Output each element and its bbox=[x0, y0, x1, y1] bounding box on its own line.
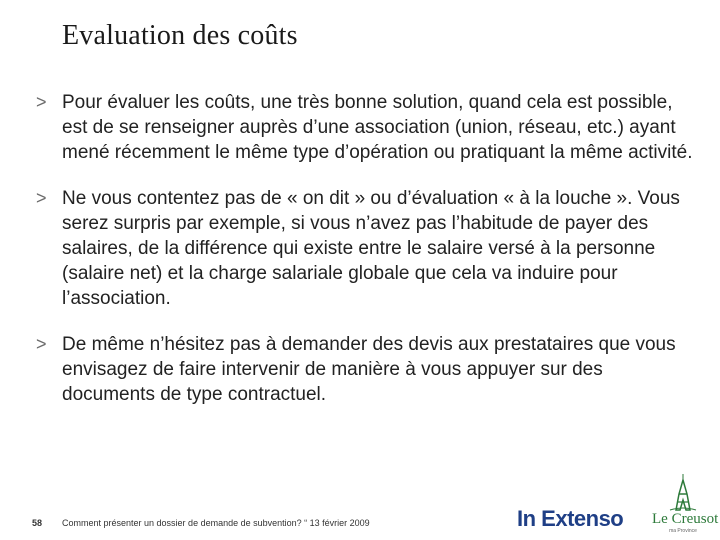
bullet-text: Pour évaluer les coûts, une très bonne solution, quand cela est possible, est de se renseigner auprès d’une association (union, réseau, etc.) ayant mené récemment le même type d’opération ou pratiquant la même activité. bbox=[62, 92, 693, 163]
bullet-item bbox=[34, 186, 698, 311]
bullet-marker-icon: > bbox=[36, 188, 47, 208]
tower-icon bbox=[652, 472, 714, 512]
slide-title: Evaluation des coûts bbox=[62, 20, 298, 51]
bullet-list bbox=[34, 90, 698, 428]
page-number: 58 bbox=[32, 518, 43, 528]
bullet-item bbox=[34, 332, 698, 407]
le-creusot-tagline: ma Province bbox=[669, 528, 697, 534]
bullet-item bbox=[34, 90, 698, 165]
bullet-text: De même n’hésitez pas à demander des devis aux prestataires que vous envisagez de faire intervenir de manière à vous appuyer sur des documents de type contractuel. bbox=[62, 334, 676, 405]
le-creusot-logo bbox=[652, 472, 719, 538]
bullet-text: Ne vous contentez pas de « on dit » ou d’évaluation « à la louche ». Vous serez surpris par exemple, si vous n’avez pas l’habitude de payer des salaires, de la différence qui existe entre le salaire versé à la personne (salaire net) et la charge salariale globale que cela va induire pour l’association. bbox=[62, 188, 680, 309]
bullet-marker-icon: > bbox=[36, 334, 47, 354]
bullet-marker-icon: > bbox=[36, 92, 47, 112]
le-creusot-wordmark: Le Creusot bbox=[652, 511, 719, 527]
in-extenso-logo: In Extenso bbox=[517, 506, 624, 531]
footer-text: Comment présenter un dossier de demande de subvention? “ 13 février 2009 bbox=[62, 518, 370, 528]
